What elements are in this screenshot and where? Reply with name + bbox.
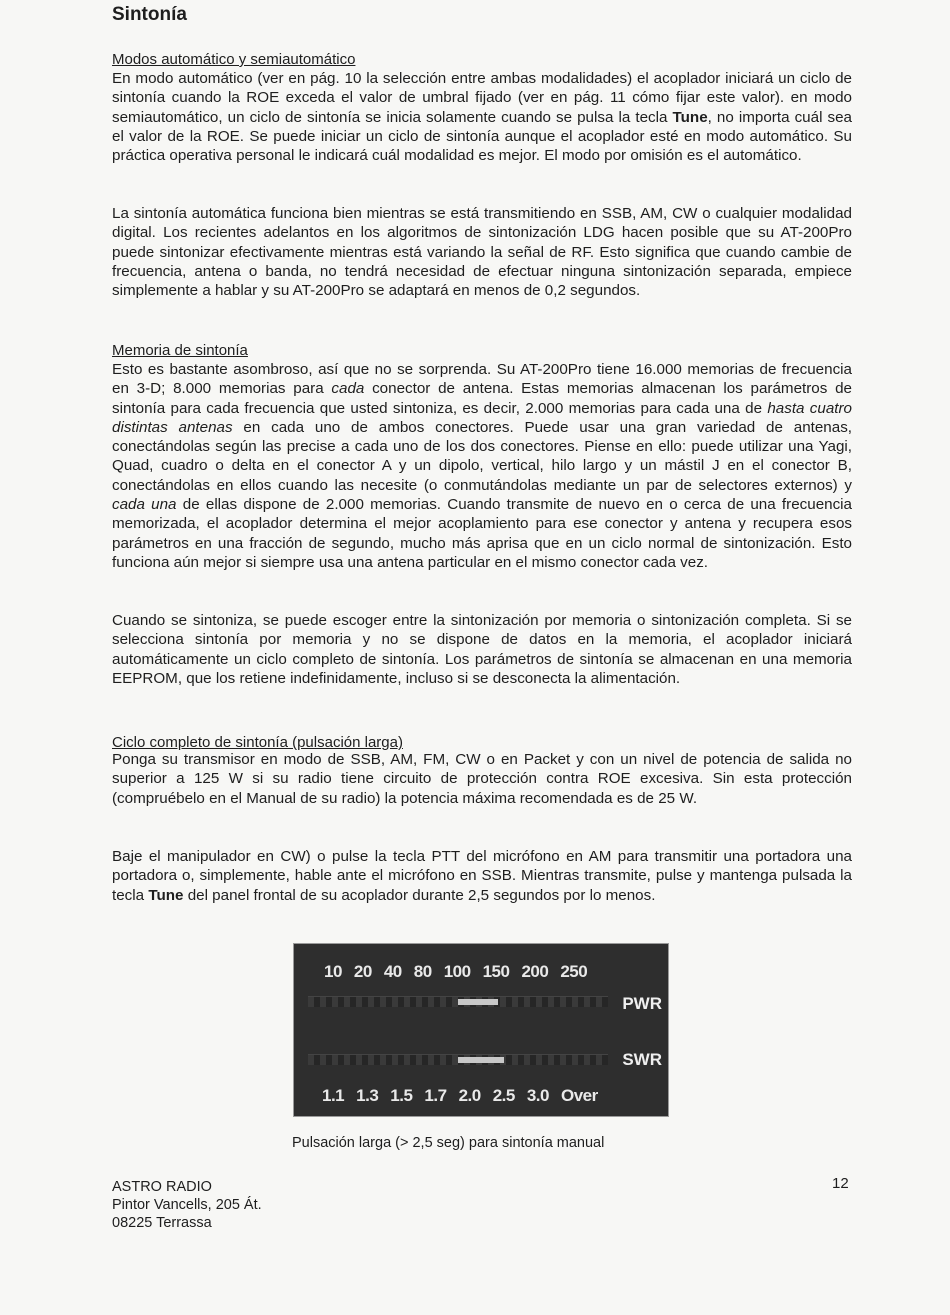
page-number: 12 bbox=[832, 1175, 849, 1192]
swr-tick: 2.0 bbox=[458, 1086, 481, 1105]
led-meter-photo bbox=[293, 943, 669, 1117]
swr-led-row bbox=[308, 1054, 608, 1065]
swr-tick: 1.3 bbox=[356, 1086, 379, 1105]
swr-tick: Over bbox=[560, 1086, 598, 1105]
footer-company: ASTRO RADIO bbox=[112, 1179, 212, 1195]
pwr-tick: 200 bbox=[521, 962, 549, 981]
pwr-tick: 250 bbox=[560, 962, 588, 981]
swr-tick: 3.0 bbox=[526, 1086, 549, 1105]
footer-street: Pintor Vancells, 205 Át. bbox=[112, 1197, 262, 1213]
pwr-led-lit bbox=[458, 999, 498, 1005]
footer-city: 08225 Terrassa bbox=[112, 1215, 212, 1231]
footer-address bbox=[112, 1178, 262, 1232]
paragraph-full-1: Ponga su transmisor en modo de SSB, AM, FM, CW o en Packet y con un nivel de potencia de salida no superior a 125 W si su radio tiene circuito de protección contra ROE excesiva. Sin esta protección (compruébelo en el Manual de su radio) la potencia máxima recomendada es de 25 W. bbox=[112, 751, 852, 807]
paragraph-full-2: Baje el manipulador en CW) o pulse la tecla PTT del micrófono en AM para transmitir una portadora una portadora o, simplemente, hable ante el micrófono en SSB. Mientras transmite, pulse y mantenga pulsada la tecla Tune del panel frontal de su acoplador durante 2,5 segundos por lo menos. bbox=[112, 848, 852, 904]
swr-tick: 2.5 bbox=[492, 1086, 515, 1105]
pwr-led-row bbox=[308, 996, 608, 1007]
page-title: Sintonía bbox=[112, 4, 187, 25]
paragraph-auto-1: En modo automático (ver en pág. 10 la selección entre ambas modalidades) el acoplador iniciará un ciclo de sintonía cuando la ROE exceda el valor de umbral fijado (ver en pág. 11 cómo fijar este valor). en modo semiautomático, un ciclo de sintonía se inicia solamente cuando se pulsa la tecla Tune, no importa cuál sea el valor de la ROE. Se puede iniciar un ciclo de sintonía aunque el acoplador esté en modo automático. Su práctica operativa personal le indicará cuál modalidad es mejor. El modo por omisión es el automático. bbox=[112, 70, 852, 165]
pwr-scale bbox=[324, 962, 668, 982]
swr-tick: 1.7 bbox=[424, 1086, 447, 1105]
swr-tick: 1.1 bbox=[322, 1086, 345, 1105]
paragraph-auto-2: La sintonía automática funciona bien mientras se está transmitiendo en SSB, AM, CW o cualquier modalidad digital. Los recientes adelantos en los algoritmos de sintonización LDG hacen posible que su AT-200Pro puede sintonizar efectivamente mientras está variando la señal de RF. Esto significa que cuando cambie de frecuencia, antena o banda, no tendrá necesidad de efectuar ninguna sintonización separada, empiece simplemente a hablar y su AT-200Pro se adaptará en menos de 0,2 segundos. bbox=[112, 205, 852, 300]
figure-caption: Pulsación larga (> 2,5 seg) para sintonía manual bbox=[292, 1135, 605, 1151]
swr-tick: 1.5 bbox=[390, 1086, 413, 1105]
section-heading-memory: Memoria de sintonía bbox=[112, 342, 248, 359]
pwr-label: PWR bbox=[622, 994, 662, 1013]
pwr-tick: 100 bbox=[443, 962, 471, 981]
swr-led-lit bbox=[458, 1057, 504, 1063]
swr-scale bbox=[322, 1086, 668, 1106]
pwr-tick: 40 bbox=[383, 962, 402, 981]
pwr-tick: 80 bbox=[413, 962, 432, 981]
section-heading-auto: Modos automático y semiautomático bbox=[112, 51, 356, 68]
paragraph-memory-2: Cuando se sintoniza, se puede escoger entre la sintonización por memoria o sintonización completa. Si se selecciona sintonía por memoria y no se dispone de datos en la memoria, el acoplador iniciará automáticamente un ciclo completo de sintonía. Los parámetros de sintonía se almacenan en una memoria EEPROM, que los retiene indefinidamente, incluso si se desconecta la alimentación. bbox=[112, 612, 852, 687]
pwr-tick: 10 bbox=[324, 962, 342, 981]
swr-label: SWR bbox=[622, 1050, 662, 1069]
section-heading-full: Ciclo completo de sintonía (pulsación larga) bbox=[112, 734, 403, 751]
paragraph-memory-1: Esto es bastante asombroso, así que no se sorprenda. Su AT-200Pro tiene 16.000 memorias de frecuencia en 3-D; 8.000 memorias para cada conector de antena. Estas memorias almacenan los parámetros de sintonía para cada frecuencia que usted sintoniza, es decir, 2.000 memorias para cada una de hasta cuatro distintas antenas en cada uno de ambos conectores. Puede usar una gran variedad de antenas, conectándolas según las precise a cada uno de los dos conectores. Piense en ello: puede utilizar una Yagi, Quad, cuadro o delta en el conector A y un dipolo, vertical, hilo largo y un mástil J en el conector B, conectándolas en ellos cuando las necesite (o conmutándolas mediante un par de selectores externos) y cada una de ellas dispone de 2.000 memorias. Cuando transmite de nuevo en o cerca de una frecuencia memorizada, el acoplador determina el mejor acoplamiento para ese conector y antena y recupera esos parámetros en una fracción de segundo, mucho más aprisa que en un ciclo normal de sintonización. Esto funciona aún mejor si siempre usa una antena particular en el mismo conector cada vez. bbox=[112, 361, 853, 571]
pwr-tick: 150 bbox=[482, 962, 510, 981]
pwr-tick: 20 bbox=[353, 962, 372, 981]
